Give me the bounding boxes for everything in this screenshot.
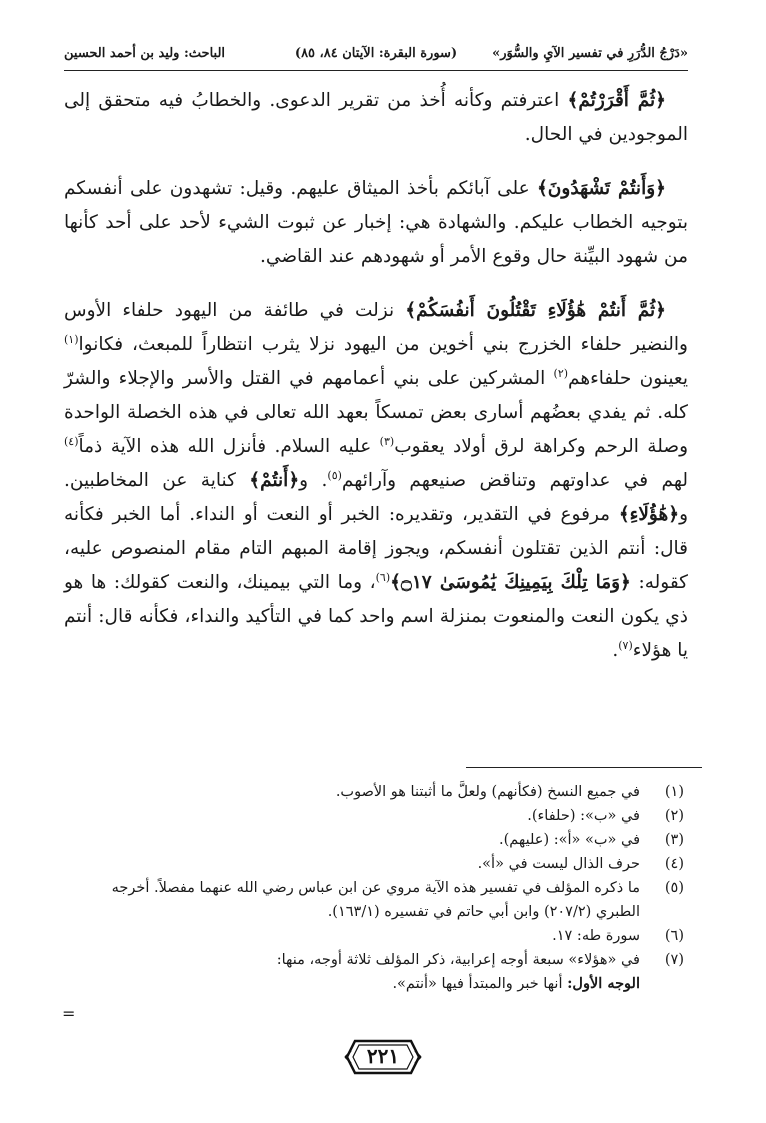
- paragraph-2: [64, 172, 688, 274]
- footnote-divider: [466, 767, 702, 768]
- footnote-ref-2[interactable]: (٢): [553, 366, 569, 380]
- quran-quote: ﴿ثُمَّ أَنتُمْ هَٰؤُلَاءِ تَقْتُلُونَ أَنفُسَكُمْ﴾: [405, 300, 667, 321]
- page-number: ٢٢١: [366, 1044, 400, 1068]
- footnote-number: (٧): [664, 952, 684, 968]
- footnote-text: في «ب»: (حلفاء).: [527, 808, 640, 824]
- quran-quote: ﴿هَٰؤُلَاءِ﴾: [618, 504, 680, 525]
- paragraph-text: .: [612, 640, 619, 661]
- paragraph-text: نزلت في طائفة من اليهود حلفاء الأوس والنضير حلفاء الخزرج بني أخوين من اليهود نزلا يثرب انتظاراً للمبعث، فكانوا: [64, 300, 688, 355]
- footnote-7: [64, 948, 688, 972]
- footnote-6: [64, 924, 688, 948]
- footnote-ref-1[interactable]: (١): [64, 332, 79, 346]
- footnote-sub-label: الوجه الأول:: [567, 975, 640, 992]
- footnote-2: [64, 804, 688, 828]
- paragraph-text: المشركين على بني أعمامهم في القتل والأسر والإجلاء والشرّ كله. ثم يفدي بعضُهم أسارى بعض تمسكاً بعهد الله تعالى في هذه الخصلة الواحدة وصلة الرحم وكراهة لرق أولاد يعقوب: [64, 368, 688, 457]
- header-book-title: «دَرْجُ الدُّرَرِ في تفسير الآيِ والسُّوَر»: [492, 46, 688, 61]
- footnote-text: في «ب» «أ»: (عليهم).: [499, 832, 640, 848]
- paragraph-text: مرفوع في التقدير، وتقديره: الخبر أو النعت أو النداء. أما الخبر فكأنه قال: أنتم الذين تقتلون أنفسكم، ويجوز إقامة المبهم التام مقام المنصوص عليه، كقوله:: [64, 504, 688, 593]
- paragraph-text: عليه السلام. فأنزل الله هذه الآية ذماً: [78, 436, 380, 457]
- paragraph-1: [64, 84, 688, 152]
- footnote-ref-7[interactable]: (٧): [618, 638, 633, 652]
- paragraph-text: . و: [299, 470, 328, 491]
- footnote-ref-3[interactable]: (٣): [379, 434, 395, 448]
- footnote-7-continuation: [64, 972, 688, 996]
- continuation-mark: =: [62, 1004, 76, 1023]
- quran-quote: ﴿أَنتُمْ﴾: [249, 470, 300, 491]
- footnote-number: (٢): [664, 808, 684, 824]
- header-author: الباحث: وليد بن أحمد الحسين: [64, 46, 226, 61]
- footnote-ref-6[interactable]: (٦): [375, 570, 391, 584]
- footnote-number: (٤): [664, 856, 684, 872]
- footnote-number: (٥): [664, 880, 684, 896]
- main-text: [64, 84, 688, 668]
- footnote-1: [64, 780, 688, 804]
- footnote-text: في «هؤلاء» سبعة أوجه إعرابية، ذكر المؤلف ثلاثة أوجه، منها:: [276, 952, 640, 968]
- header-divider: [64, 70, 688, 71]
- paragraph-text: على آبائكم بأخذ الميثاق عليهم. وقيل: تشهدون على أنفسكم بتوجيه الخطاب عليكم. والشهادة هي: إخبار عن ثبوت الشيء لأحد على أحد كأنها من شهود البيِّنة حال وقوع الأمر أو شهودهم عند القاضي.: [64, 178, 688, 267]
- paragraph-text: لهم في عداوتهم وتناقض صنيعهم وآرائهم: [341, 470, 688, 491]
- paragraph-3: [64, 294, 688, 668]
- footnote-number: (١): [664, 784, 684, 800]
- footnote-4: [64, 852, 688, 876]
- footnote-3: [64, 828, 688, 852]
- footnote-text: حرف الذال ليست في «أ».: [477, 856, 640, 872]
- footnote-text: سورة طه: ١٧.: [552, 928, 640, 944]
- quran-quote: ﴿وَأَنتُمْ تَشْهَدُونَ﴾: [536, 178, 666, 199]
- footnote-sub-text: أنها خبر والمبتدأ فيها «أنتم».: [392, 976, 568, 992]
- paragraph-text: كناية عن المخاطبين. و: [64, 470, 688, 525]
- footnote-text: في جميع النسخ (فكأنهم) ولعلَّ ما أثبتنا هو الأصوب.: [335, 784, 640, 800]
- running-header: [64, 40, 688, 74]
- paragraph-text: يعينون حلفاءهم: [568, 368, 688, 389]
- footnote-number: (٦): [664, 928, 684, 944]
- quran-quote: ﴿وَمَا تِلْكَ بِيَمِينِكَ يَٰمُوسَىٰ ۝١٧﴾: [390, 572, 631, 593]
- page-number-badge: [343, 1037, 423, 1077]
- footnote-ref-5[interactable]: (٥): [327, 468, 342, 482]
- footnote-text: ما ذكره المؤلف في تفسير هذه الآية مروي عن ابن عباس رضي الله عنهما مفصلاً. أخرجه الطبري (٢٠٧/٢) وابن أبي حاتم في تفسيره (١٦٣/١).: [111, 880, 640, 920]
- paragraph-text: ، وما التي بيمينك، والنعت كقولك: ها هو ذي يكون النعت والمنعوت بمنزلة اسم واحد كما في التأكيد والنداء، فكأنه قال: أنتم يا هؤلاء: [64, 572, 688, 661]
- header-surah-ref: (سورة البقرة: الآيتان ٨٤، ٨٥): [294, 46, 458, 61]
- footnote-5: [64, 876, 688, 924]
- footnote-ref-4[interactable]: (٤): [64, 434, 79, 448]
- footnote-number: (٣): [664, 832, 684, 848]
- quran-quote: ﴿ثُمَّ أَقْرَرْتُمْ﴾: [567, 90, 666, 111]
- paragraph-text: اعترفتم وكأنه أُخذ من تقرير الدعوى. والخطابُ فيه متحقق إلى الموجودين في الحال.: [64, 90, 688, 145]
- footnotes: [64, 780, 688, 996]
